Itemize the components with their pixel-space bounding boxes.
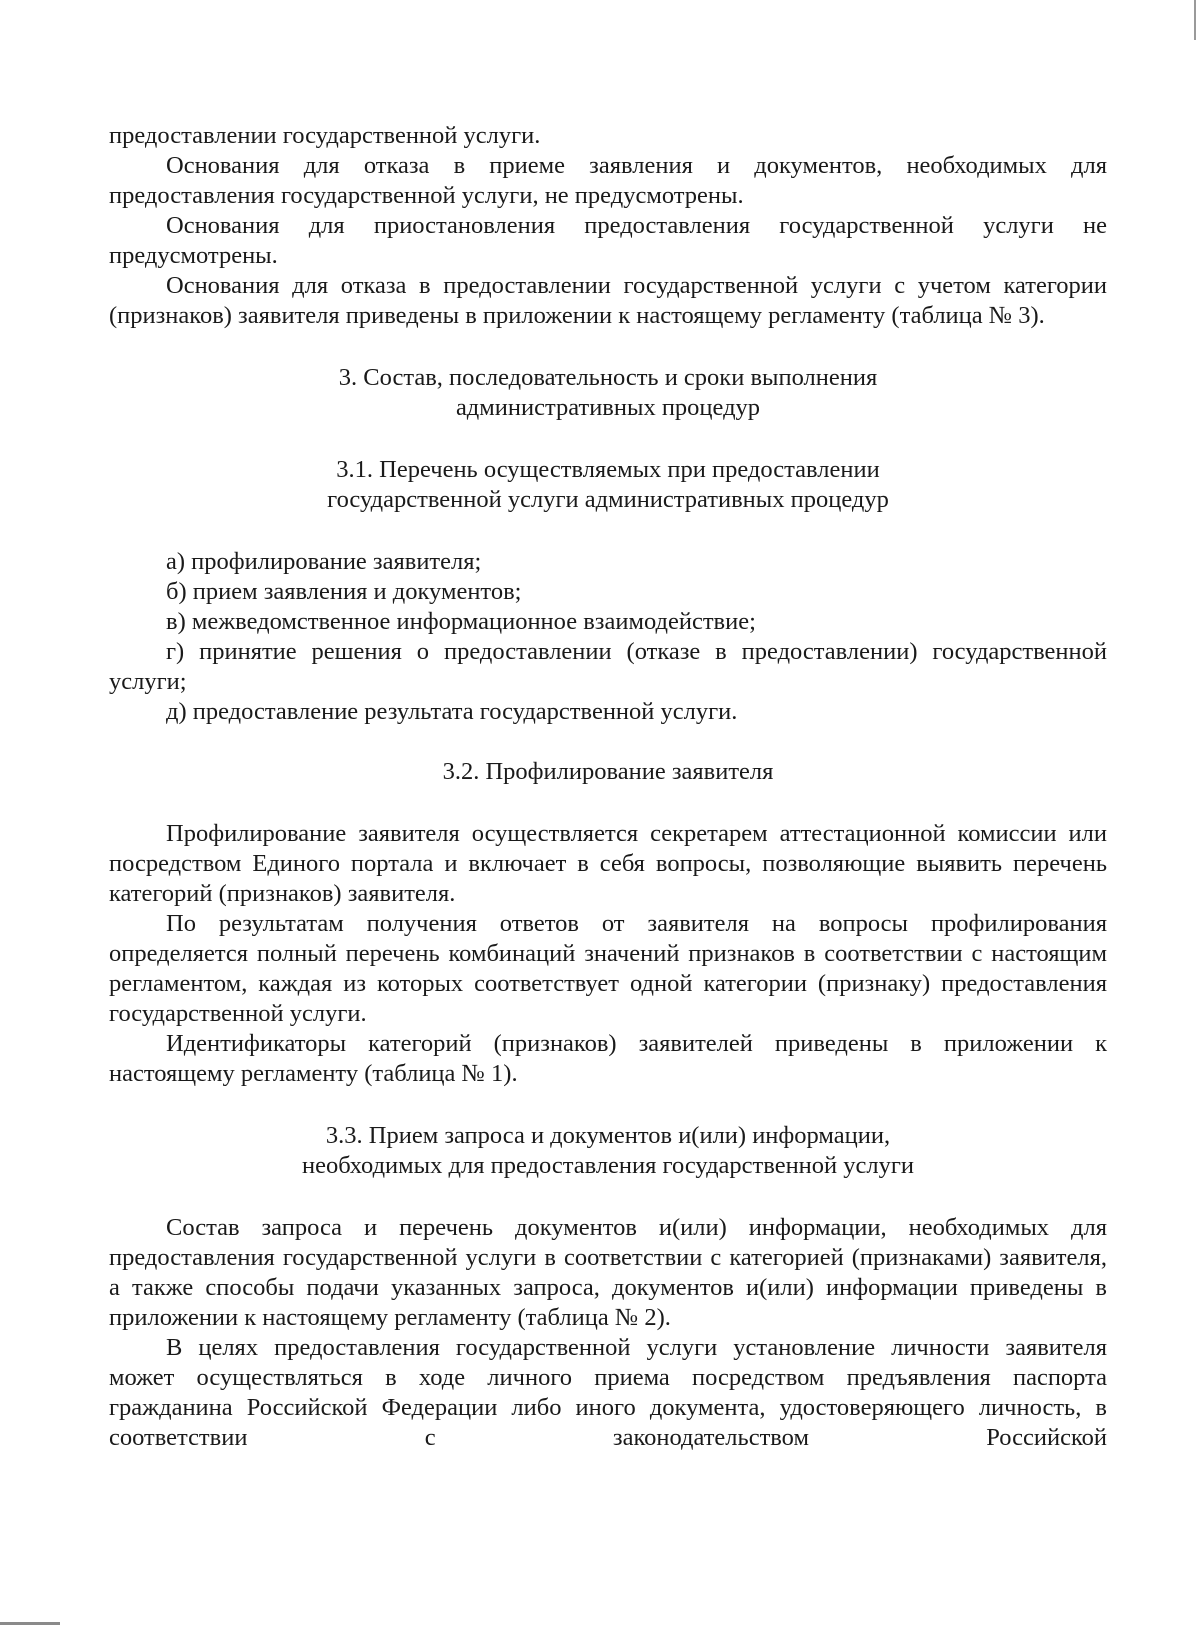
section-3-1-heading-line2: государственной услуги административных процедур — [327, 486, 889, 513]
list-item: а) профилирование заявителя; — [166, 548, 482, 575]
section-3-1-heading-line1: 3.1. Перечень осуществляемых при предоставлении — [336, 456, 880, 483]
section-3-heading-line1: 3. Состав, последовательность и сроки выполнения — [338, 364, 878, 391]
list-item: д) предоставление результата государственной услуги. — [166, 698, 738, 725]
section-3-heading-line2: административных процедур — [455, 394, 761, 421]
section-3-2-paragraph-3: Идентификаторы категорий (признаков) заявителей приведены в приложении к настоящему регламенту (таблица № 1). — [109, 1030, 1107, 1087]
paragraph-refusal-service: Основания для отказа в предоставлении государственной услуги с учетом категории (признаков) заявителя приведены в приложении к настоящему регламенту (таблица № 3). — [109, 272, 1107, 329]
paragraph-suspension: Основания для приостановления предоставления государственной услуги не предусмотрены. — [109, 212, 1107, 269]
paragraph-top: предоставлении государственной услуги. — [109, 122, 541, 149]
section-3-3-paragraph-1: Состав запроса и перечень документов и(или) информации, необходимых для предоставления государственной услуги в соответствии с категорией (признаками) заявителя, а также способы подачи указанных запроса, документов и(или) информации приведены в приложении к настоящему регламенту (таблица № 2). — [109, 1214, 1107, 1331]
paragraph-refusal-reception: Основания для отказа в приеме заявления и документов, необходимых для предоставления государственной услуги, не предусмотрены. — [109, 152, 1107, 209]
scan-edge-mark — [1194, 0, 1196, 40]
scan-edge-mark-bottom — [0, 1622, 60, 1625]
list-item: г) принятие решения о предоставлении (отказе в предоставлении) государственной услуги; — [109, 638, 1107, 695]
section-3-2-heading: 3.2. Профилирование заявителя — [442, 758, 774, 785]
section-3-3-heading-line2: необходимых для предоставления государственной услуги — [301, 1152, 915, 1179]
section-3-2-paragraph-2: По результатам получения ответов от заявителя на вопросы профилирования определяется полный перечень комбинаций значений признаков в соответствии с настоящим регламентом, каждая из которых соответствует одной категории (признаку) предоставления государственной услуги. — [109, 910, 1107, 1027]
section-3-3-paragraph-2: В целях предоставления государственной услуги установление личности заявителя может осуществляться в ходе личного приема посредством предъявления паспорта гражданина Российской Федерации либо иного документа, удостоверяющего личность, в соответствии с законодательством Российской — [109, 1334, 1107, 1451]
section-3-1-heading — [109, 455, 1107, 515]
section-3-2-paragraph-1: Профилирование заявителя осуществляется секретарем аттестационной комиссии или посредством Единого портала и включает в себя вопросы, позволяющие выявить перечень категорий (признаков) заявителя. — [109, 820, 1107, 907]
list-item: в) межведомственное информационное взаимодействие; — [166, 608, 756, 635]
procedure-list — [109, 547, 1107, 727]
list-item: б) прием заявления и документов; — [166, 578, 522, 605]
document-body — [109, 121, 1107, 1453]
section-3-heading — [109, 363, 1107, 423]
section-3-3-heading-line1: 3.3. Прием запроса и документов и(или) информации, — [325, 1122, 891, 1149]
section-3-3-heading — [109, 1121, 1107, 1181]
